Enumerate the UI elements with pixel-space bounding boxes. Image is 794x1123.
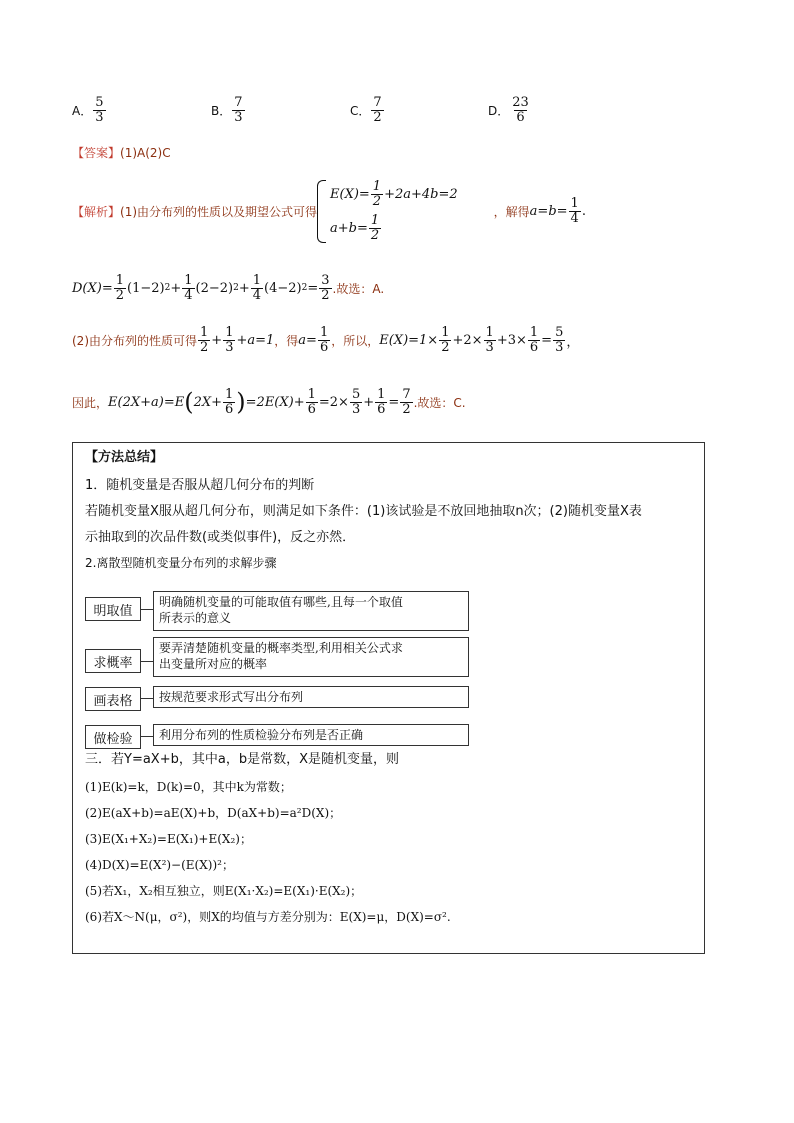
- summary-title: 【方法总结】: [85, 450, 164, 465]
- option-b: B． $\frac{7}{3}$: [211, 95, 243, 125]
- formula-line: (3)E(X₁+X₂)=E(X₁)+E(X₂)；: [85, 832, 252, 846]
- fraction: $\frac{7}{3}$: [234, 95, 243, 125]
- formula-line: (6)若X～N(μ，σ²)，则X的均值与方差分别为：E(X)=μ，D(X)=σ².: [85, 910, 451, 924]
- answer-tag: 【答案】: [72, 146, 121, 160]
- formula-line: (2)E(aX+b)=aE(X)+b，D(aX+b)=a²D(X)；: [85, 806, 342, 820]
- answer-value: (1)A(2)C: [120, 146, 171, 160]
- summary-heading-1: 1．随机变量是否服从超几何分布的判断: [85, 478, 315, 493]
- method-summary-box: 【方法总结】 1．随机变量是否服从超几何分布的判断 若随机变量X服从超几何分布，则满足如下条件：(1)该试验是不放回地抽取n次；(2)随机变量X表 示抽取到的次品件数(或类似事件)，反之亦然． 2.离散型随机变量分布列的求解步骤 明取值 明确随机变量的可能取值有哪些,且每一个取值 所表示的意义 求概率 要弄清楚随机变量的概率类型,利用相关公式求 出变量所对应的概率 画表格 按规范要求形式写出分布列 做检验 利用分布列的性质检验分布列是否正确 三．若Y=aX+b，其中a，b是常数，X是随机变量，则 (1)E(k)=k，D(k)=0，其中k为常数； (2)E(aX+b)=aE(X)+b，D(aX+b)=a²D(X)； (3)E(X₁+X₂)=E(X₁)+E(X₂)； (4)D(X)=E(X²)−(E(X))²； (5)若X₁，X₂相互独立，则E(X₁·X₂)=E(X₁)·E(X₂)； (6)若X～N(μ，σ²)，则X的均值与方差分别为：E(X)=μ，D(X)=σ².: [72, 442, 705, 954]
- summary-heading-3: 三．若Y=aX+b，其中a，b是常数，X是随机变量，则: [85, 752, 399, 767]
- formula-line: (5)若X₁，X₂相互独立，则E(X₁·X₂)=E(X₁)·E(X₂)；: [85, 884, 363, 898]
- step-name: 求概率: [85, 649, 141, 673]
- step-desc: 按规范要求形式写出分布列: [153, 686, 469, 708]
- step-desc: 利用分布列的性质检验分布列是否正确: [153, 724, 469, 746]
- equation-system: E(X)= $\frac{1}{2}$ +2a+4b=2 a+b= $\frac{1}{2}$: [317, 180, 458, 243]
- step-name: 画表格: [85, 687, 141, 711]
- analysis-tag: 【解析】: [72, 204, 121, 219]
- analysis-line-2: (2)由分布列的性质可得 $\frac{1}{2}$ + $\frac{1}{3}$ +a=1 ，得 a= $\frac{1}{6}$ ，所以， E(X)=1× $\frac{1}{2}$ +2× $\frac{1}{3}$ +3× $\frac{1}{6}$ = $\frac{5}{3}$ ，: [72, 325, 580, 355]
- option-c: C． $\frac{7}{2}$: [350, 95, 382, 125]
- variance-line: D(X)= $\frac{1}{2}$ (1−2) 2 + $\frac{1}{4}$ (2−2) 2 + $\frac{1}{4}$ (4−2) 2 = $\frac{3}{2}$ .故选：A.: [72, 273, 385, 303]
- step-name: 做检验: [85, 725, 141, 749]
- analysis-line-1: 【解析】 (1)由分布列的性质以及期望公式可得 E(X)= $\frac{1}{2}$ +2a+4b=2 a+b= $\frac{1}{2}$ ，解得 a=b= $\frac{1}{4}$ .: [72, 179, 586, 243]
- step-name: 明取值: [85, 597, 141, 621]
- summary-heading-2: 2.离散型随机变量分布列的求解步骤: [85, 556, 277, 570]
- analysis-line-3: 因此， E(2X+a)=E ( 2X+ $\frac{1}{6}$ ) =2E(X)+ $\frac{1}{6}$ =2× $\frac{5}{3}$ + $\frac{1}{6}$ = $\frac{7}{2}$ .故选：C.: [72, 387, 466, 417]
- option-d: D． $\frac{23}{6}$: [488, 95, 529, 125]
- step-desc: 要弄清楚随机变量的概率类型,利用相关公式求 出变量所对应的概率: [153, 637, 469, 677]
- option-a: A． $\frac{5}{3}$: [72, 95, 104, 125]
- fraction: $\frac{23}{6}$: [512, 95, 529, 125]
- formula-line: (4)D(X)=E(X²)−(E(X))²；: [85, 858, 234, 872]
- fraction: $\frac{5}{3}$: [95, 95, 104, 125]
- step-desc: 明确随机变量的可能取值有哪些,且每一个取值 所表示的意义: [153, 591, 469, 631]
- answer-line: [72, 144, 171, 161]
- fraction: $\frac{7}{2}$: [373, 95, 382, 125]
- formula-line: (1)E(k)=k，D(k)=0，其中k为常数；: [85, 780, 292, 794]
